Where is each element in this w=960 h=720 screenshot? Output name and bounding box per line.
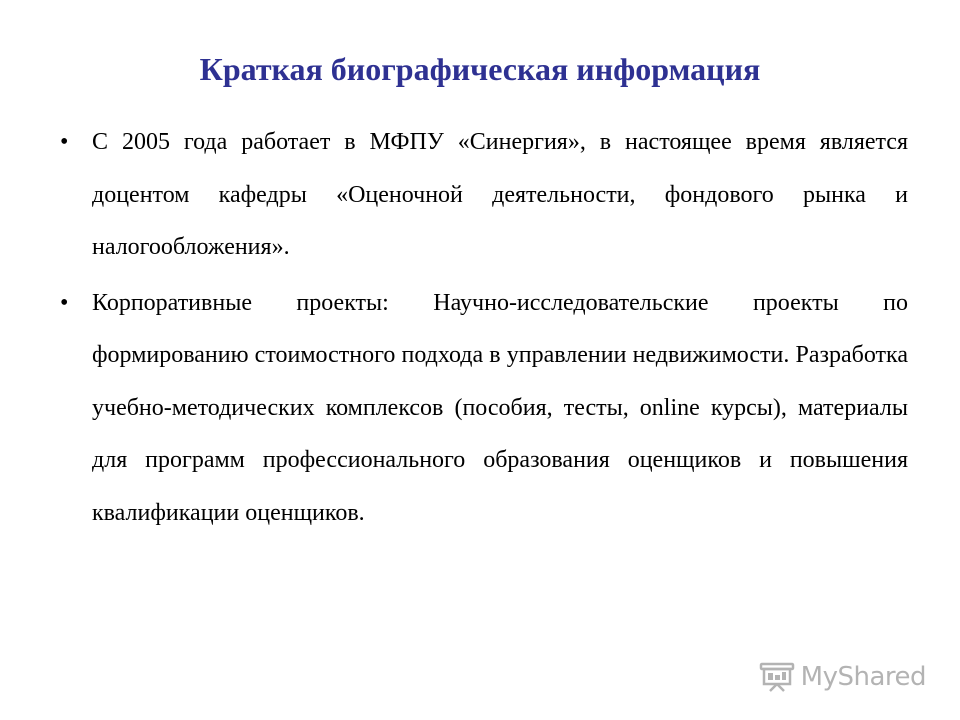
- bullet-marker: •: [60, 129, 69, 155]
- bullet-marker: •: [60, 289, 69, 316]
- bullet-item: [60, 277, 908, 540]
- watermark-text: MyShared: [800, 662, 926, 692]
- bullet-text: Корпоративные проекты: Научно-исследовательские проекты по формированию стоимостного подхода в управлении недвижимости. Разработка учебно-методических комплексов (пособия, тесты, online курсы), материалы для программ профессионального образования оценщиков и повышения квалификации оценщиков.: [92, 289, 908, 526]
- bullet-item: [60, 116, 908, 274]
- bullet-list: [60, 116, 908, 539]
- projector-screen-icon: [759, 661, 795, 693]
- slide-title: Краткая биографическая информация: [199, 51, 761, 87]
- watermark: [759, 660, 926, 694]
- bullet-text: С 2005 года работает в МФПУ «Синергия», в настоящее время является доцентом кафедры «Оценочной деятельности, фондового рынка и налогообложения».: [92, 129, 908, 260]
